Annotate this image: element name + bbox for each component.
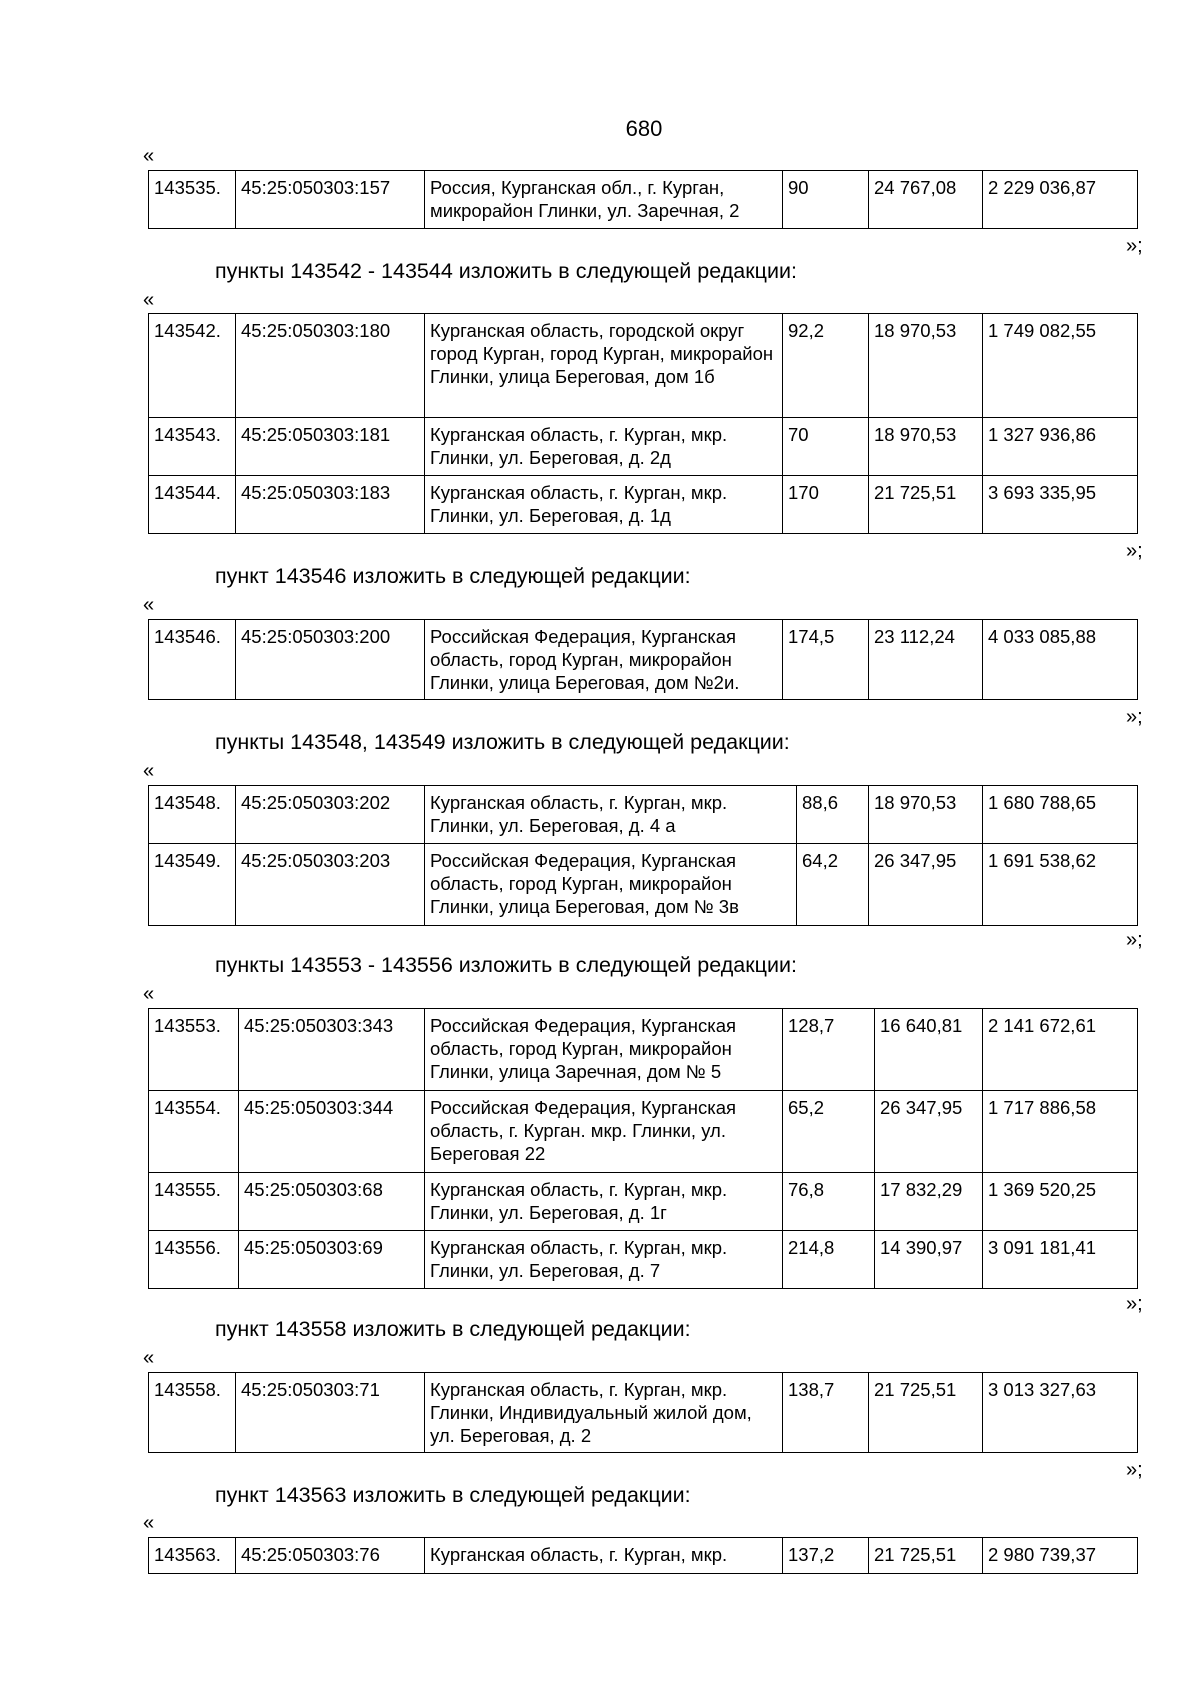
table-row <box>149 1231 1138 1289</box>
cell-price: 17 832,29 <box>875 1173 983 1231</box>
table-row <box>149 314 1138 418</box>
cell-num: 143535. <box>149 171 236 229</box>
cell-total: 3 091 181,41 <box>983 1231 1138 1289</box>
table-row <box>149 1538 1138 1574</box>
cell-cadastral: 45:25:050303:68 <box>239 1173 425 1231</box>
quote-close: »; <box>1126 1459 1143 1481</box>
cell-num: 143554. <box>149 1091 239 1173</box>
cell-address: Российская Федерация, Курганская область, г. Курган. мкр. Глинки, ул. Береговая 22 <box>425 1091 783 1173</box>
quote-open: « <box>143 760 155 782</box>
quote-open: « <box>143 289 155 311</box>
cell-address: Курганская область, г. Курган, мкр. Глинки, ул. Береговая, д. 2д <box>425 418 783 476</box>
cell-address: Российская Федерация, Курганская область, город Курган, микрорайон Глинки, улица Береговая, дом № 3в <box>425 844 797 926</box>
cell-price: 18 970,53 <box>869 418 983 476</box>
cell-total: 1 327 936,86 <box>983 418 1138 476</box>
cell-area: 128,7 <box>783 1009 875 1091</box>
cell-total: 1 680 788,65 <box>983 786 1138 844</box>
table-section-1 <box>148 170 1138 229</box>
cell-num: 143543. <box>149 418 236 476</box>
section-intro: пункты 143553 - 143556 изложить в следующей редакции: <box>215 953 797 977</box>
cell-price: 21 725,51 <box>869 1373 983 1453</box>
table-row <box>149 786 1138 844</box>
cell-price: 18 970,53 <box>869 314 983 418</box>
table-section-7 <box>148 1537 1138 1574</box>
cell-num: 143556. <box>149 1231 239 1289</box>
cell-cadastral: 45:25:050303:343 <box>239 1009 425 1091</box>
cell-address: Российская Федерация, Курганская область, город Курган, микрорайон Глинки, улица Береговая, дом №2и. <box>425 620 783 700</box>
table-row <box>149 844 1138 926</box>
table-row <box>149 1373 1138 1453</box>
table-section-2 <box>148 313 1138 534</box>
cell-address: Курганская область, г. Курган, мкр. Глинки, Индивидуальный жилой дом, ул. Береговая, д. 2 <box>425 1373 783 1453</box>
cell-price: 26 347,95 <box>869 844 983 926</box>
cell-address: Курганская область, городской округ город Курган, город Курган, микрорайон Глинки, улица Береговая, дом 1б <box>425 314 783 418</box>
cell-num: 143563. <box>149 1538 236 1574</box>
cell-price: 14 390,97 <box>875 1231 983 1289</box>
table-row <box>149 1091 1138 1173</box>
section-intro: пункт 143563 изложить в следующей редакции: <box>215 1483 691 1507</box>
section-intro: пункт 143558 изложить в следующей редакции: <box>215 1317 691 1341</box>
cell-cadastral: 45:25:050303:183 <box>236 476 425 534</box>
cell-total: 2 141 672,61 <box>983 1009 1138 1091</box>
cell-area: 214,8 <box>783 1231 875 1289</box>
cell-cadastral: 45:25:050303:181 <box>236 418 425 476</box>
cell-address: Курганская область, г. Курган, мкр. <box>425 1538 783 1574</box>
cell-total: 2 229 036,87 <box>983 171 1138 229</box>
cell-address: Российская Федерация, Курганская область, город Курган, микрорайон Глинки, улица Заречная, дом № 5 <box>425 1009 783 1091</box>
quote-close: »; <box>1126 235 1143 257</box>
table-row <box>149 418 1138 476</box>
cell-total: 1 691 538,62 <box>983 844 1138 926</box>
cell-area: 137,2 <box>783 1538 869 1574</box>
quote-open: « <box>143 145 155 167</box>
cell-num: 143548. <box>149 786 236 844</box>
quote-open: « <box>143 983 155 1005</box>
cell-address: Курганская область, г. Курган, мкр. Глинки, ул. Береговая, д. 7 <box>425 1231 783 1289</box>
cell-area: 88,6 <box>797 786 869 844</box>
table-row <box>149 476 1138 534</box>
table-section-6 <box>148 1372 1138 1453</box>
cell-cadastral: 45:25:050303:157 <box>236 171 425 229</box>
cell-total: 4 033 085,88 <box>983 620 1138 700</box>
cell-cadastral: 45:25:050303:69 <box>239 1231 425 1289</box>
cell-address: Курганская область, г. Курган, мкр. Глинки, ул. Береговая, д. 1г <box>425 1173 783 1231</box>
table-section-5 <box>148 1008 1138 1289</box>
cell-num: 143553. <box>149 1009 239 1091</box>
cell-total: 1 749 082,55 <box>983 314 1138 418</box>
cell-cadastral: 45:25:050303:200 <box>236 620 425 700</box>
cell-area: 65,2 <box>783 1091 875 1173</box>
table-section-3 <box>148 619 1138 700</box>
cell-cadastral: 45:25:050303:344 <box>239 1091 425 1173</box>
cell-area: 90 <box>783 171 869 229</box>
cell-address: Курганская область, г. Курган, мкр. Глинки, ул. Береговая, д. 4 а <box>425 786 797 844</box>
cell-total: 1 717 886,58 <box>983 1091 1138 1173</box>
quote-close: »; <box>1126 1293 1143 1315</box>
cell-address: Россия, Курганская обл., г. Курган, микрорайон Глинки, ул. Заречная, 2 <box>425 171 783 229</box>
table-section-4 <box>148 785 1138 926</box>
cell-num: 143546. <box>149 620 236 700</box>
cell-price: 23 112,24 <box>869 620 983 700</box>
table-row <box>149 620 1138 700</box>
cell-num: 143549. <box>149 844 236 926</box>
cell-area: 70 <box>783 418 869 476</box>
cell-num: 143555. <box>149 1173 239 1231</box>
cell-price: 21 725,51 <box>869 1538 983 1574</box>
cell-total: 1 369 520,25 <box>983 1173 1138 1231</box>
quote-open: « <box>143 1347 155 1369</box>
cell-area: 76,8 <box>783 1173 875 1231</box>
table-row <box>149 1009 1138 1091</box>
quote-open: « <box>143 1512 155 1534</box>
cell-cadastral: 45:25:050303:202 <box>236 786 425 844</box>
cell-total: 3 693 335,95 <box>983 476 1138 534</box>
cell-cadastral: 45:25:050303:203 <box>236 844 425 926</box>
cell-total: 3 013 327,63 <box>983 1373 1138 1453</box>
cell-num: 143542. <box>149 314 236 418</box>
table-row <box>149 1173 1138 1231</box>
cell-area: 174,5 <box>783 620 869 700</box>
cell-cadastral: 45:25:050303:76 <box>236 1538 425 1574</box>
page-number: 680 <box>625 116 663 141</box>
section-intro: пункт 143546 изложить в следующей редакции: <box>215 564 691 588</box>
quote-open: « <box>143 594 155 616</box>
cell-price: 26 347,95 <box>875 1091 983 1173</box>
cell-price: 16 640,81 <box>875 1009 983 1091</box>
section-intro: пункты 143542 - 143544 изложить в следующей редакции: <box>215 259 797 283</box>
cell-address: Курганская область, г. Курган, мкр. Глинки, ул. Береговая, д. 1д <box>425 476 783 534</box>
cell-area: 92,2 <box>783 314 869 418</box>
cell-price: 24 767,08 <box>869 171 983 229</box>
cell-num: 143558. <box>149 1373 236 1453</box>
quote-close: »; <box>1126 706 1143 728</box>
cell-price: 18 970,53 <box>869 786 983 844</box>
cell-num: 143544. <box>149 476 236 534</box>
section-intro: пункты 143548, 143549 изложить в следующей редакции: <box>215 730 790 754</box>
quote-close: »; <box>1126 929 1143 951</box>
cell-cadastral: 45:25:050303:71 <box>236 1373 425 1453</box>
cell-area: 138,7 <box>783 1373 869 1453</box>
cell-total: 2 980 739,37 <box>983 1538 1138 1574</box>
quote-close: »; <box>1126 540 1143 562</box>
table-row <box>149 171 1138 229</box>
cell-area: 170 <box>783 476 869 534</box>
cell-area: 64,2 <box>797 844 869 926</box>
cell-price: 21 725,51 <box>869 476 983 534</box>
cell-cadastral: 45:25:050303:180 <box>236 314 425 418</box>
